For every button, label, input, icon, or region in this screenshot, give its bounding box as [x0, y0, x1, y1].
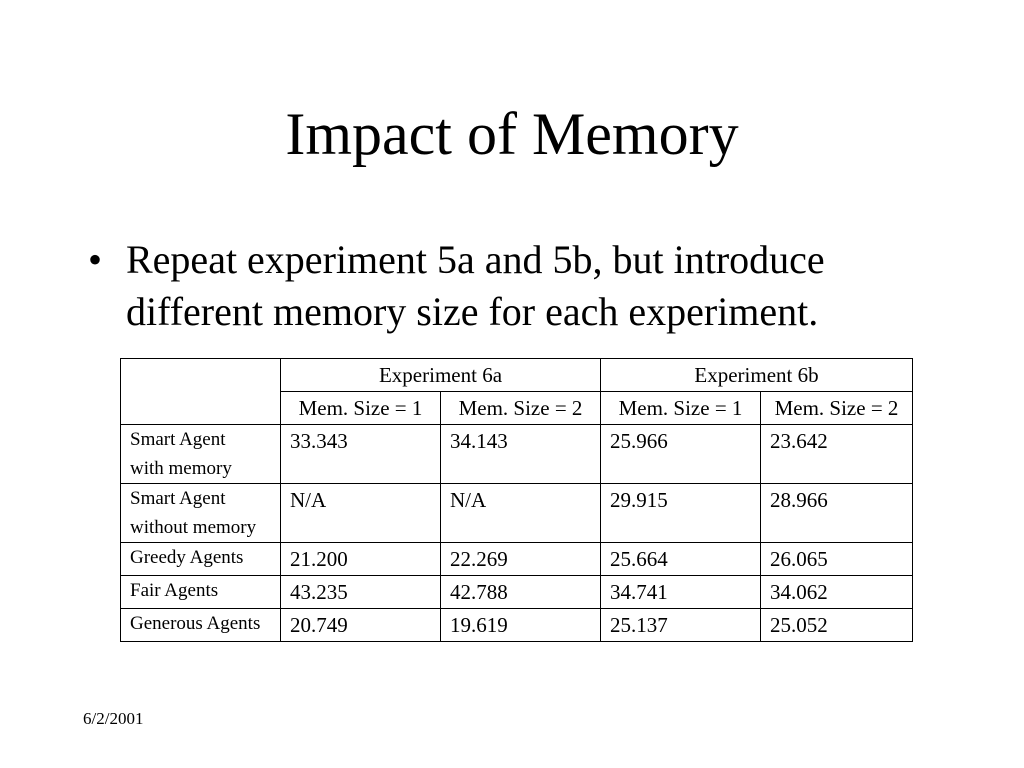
table-cell: 26.065	[761, 543, 913, 576]
row-label-line: with memory	[130, 458, 232, 479]
row-label	[121, 484, 281, 543]
column-header: Mem. Size = 1	[281, 392, 441, 425]
table-cell: 25.664	[601, 543, 761, 576]
row-label-line: Smart Agent	[130, 429, 226, 450]
table-row	[121, 609, 913, 642]
table-cell: 20.749	[281, 609, 441, 642]
table-cell: 42.788	[441, 576, 601, 609]
table-cell: 34.062	[761, 576, 913, 609]
table-cell: 21.200	[281, 543, 441, 576]
slide-title: Impact of Memory	[285, 101, 739, 167]
experiment-header-row	[121, 359, 913, 392]
table-cell: 29.915	[601, 484, 761, 543]
row-label	[121, 425, 281, 484]
experiment-6b-header: Experiment 6b	[601, 359, 913, 392]
table-cell: 34.143	[441, 425, 601, 484]
table-row	[121, 576, 913, 609]
row-label: Generous Agents	[121, 609, 281, 642]
corner-cell	[121, 359, 281, 425]
table-cell: 33.343	[281, 425, 441, 484]
table-row	[121, 425, 913, 484]
table-cell: 23.642	[761, 425, 913, 484]
table-cell: 25.137	[601, 609, 761, 642]
table-cell: 43.235	[281, 576, 441, 609]
row-label: Greedy Agents	[121, 543, 281, 576]
table-row	[121, 484, 913, 543]
bullet-text: Repeat experiment 5a and 5b, but introduce different memory size for each experiment.	[126, 237, 825, 334]
row-label-line: without memory	[130, 517, 257, 538]
footer-date: 6/2/2001	[83, 709, 144, 728]
row-label-line: Smart Agent	[130, 488, 226, 509]
results-table	[120, 358, 913, 642]
table-cell: N/A	[281, 484, 441, 543]
table-cell: 28.966	[761, 484, 913, 543]
table-cell: 19.619	[441, 609, 601, 642]
bullet-item	[88, 234, 948, 338]
table-cell: 34.741	[601, 576, 761, 609]
table-cell: N/A	[441, 484, 601, 543]
row-label: Fair Agents	[121, 576, 281, 609]
table-cell: 22.269	[441, 543, 601, 576]
experiment-6a-header: Experiment 6a	[281, 359, 601, 392]
column-header: Mem. Size = 1	[601, 392, 761, 425]
column-header: Mem. Size = 2	[761, 392, 913, 425]
table-cell: 25.966	[601, 425, 761, 484]
bullet-icon: •	[88, 237, 103, 282]
table-row	[121, 543, 913, 576]
column-header: Mem. Size = 2	[441, 392, 601, 425]
table-cell: 25.052	[761, 609, 913, 642]
